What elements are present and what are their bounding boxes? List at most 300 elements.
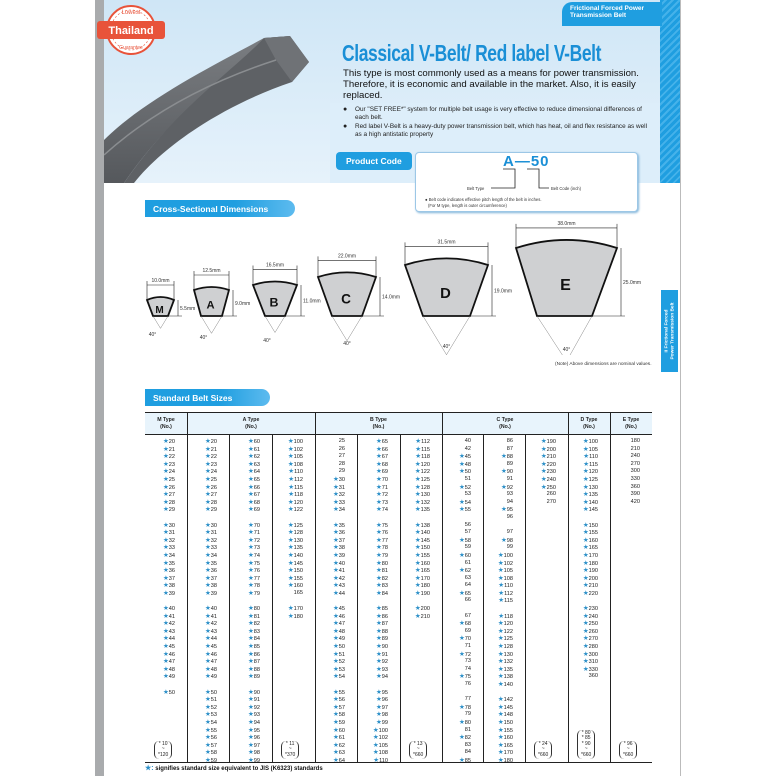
- size-entry: 61: [464, 559, 471, 566]
- size-entry: ★280: [582, 643, 598, 651]
- range-line: ~: [161, 746, 165, 752]
- header-type: E Type: [622, 417, 640, 423]
- code-note: (For M type, length is outer circumference): [428, 203, 507, 208]
- size-entry: ★36: [332, 529, 345, 537]
- belt-sizes-table: [145, 412, 652, 763]
- size-entry: ★135: [497, 665, 513, 673]
- size-entry: ★170: [582, 551, 598, 559]
- size-entry: ★88: [500, 453, 513, 461]
- size-entry: ★49: [204, 673, 217, 681]
- size-entry: ★21: [162, 445, 175, 453]
- size-entry: 25: [338, 438, 345, 444]
- size-entry: ★91: [247, 696, 260, 704]
- size-column: [145, 438, 175, 696]
- size-entry: ★47: [332, 620, 345, 628]
- size-entry: ★120: [582, 468, 598, 476]
- size-range-bracket: [154, 741, 172, 760]
- size-entry: ★57: [332, 703, 345, 711]
- size-entry: ★55: [204, 726, 217, 734]
- size-entry: ★66: [375, 445, 388, 453]
- size-entry: 57: [464, 529, 471, 536]
- page-right-edge: [680, 0, 681, 776]
- range-line: *660: [413, 751, 424, 758]
- size-entry: ★65: [458, 589, 471, 597]
- size-entry: ★105: [582, 445, 598, 453]
- size-entry: ★75: [375, 521, 388, 529]
- size-entry: [145, 681, 175, 689]
- size-entry: ★52: [458, 483, 471, 491]
- bullet-item: ● Red label V-Belt is a heavy-duty power transmission belt, which has heat, oil and flex resistance as well as a high antistatic property: [343, 123, 655, 140]
- size-entry: ★90: [375, 643, 388, 651]
- size-entry: ★28: [162, 498, 175, 506]
- size-entry: ★90: [500, 468, 513, 476]
- size-entry: 51: [464, 475, 471, 482]
- size-entry: ★86: [247, 650, 260, 658]
- size-entry: ★45: [458, 453, 471, 461]
- belt-type-label: Belt Type: [467, 186, 485, 191]
- range-line: *660: [538, 751, 549, 758]
- size-entry: [568, 514, 598, 522]
- size-entry: ★100: [372, 726, 388, 734]
- size-entry: ★160: [582, 536, 598, 544]
- size-entry: ★24: [204, 468, 217, 476]
- size-entry: ★128: [497, 643, 513, 651]
- header-unit: (No.): [583, 424, 595, 430]
- size-entry: ★50: [332, 643, 345, 651]
- size-range-bracket: [577, 730, 595, 760]
- size-entry: ★100: [582, 438, 598, 445]
- width-label: 31.5mm: [437, 239, 456, 246]
- size-entry: 97: [506, 529, 513, 536]
- size-entry: ★145: [497, 703, 513, 711]
- size-entry: ★32: [204, 536, 217, 544]
- side-section-tab: [661, 290, 678, 372]
- size-entry: ★61: [332, 734, 345, 742]
- width-label: 22.0mm: [337, 253, 357, 260]
- size-entry: ★75: [458, 673, 471, 681]
- size-entry: ★310: [582, 658, 598, 666]
- size-entry: ★23: [204, 460, 217, 468]
- size-entry: ★43: [332, 582, 345, 590]
- size-entry: ★155: [287, 574, 303, 582]
- size-entry: ★55: [458, 506, 471, 514]
- size-entry: 66: [464, 597, 471, 604]
- range-line: ~: [626, 746, 630, 752]
- size-entry: ★81: [375, 567, 388, 575]
- header-type: M Type: [157, 417, 175, 423]
- size-entry: ★37: [162, 574, 175, 582]
- size-entry: ★128: [287, 529, 303, 537]
- size-entry: ★150: [414, 544, 430, 552]
- side-tab-line: Power Transmission Belt: [669, 302, 675, 360]
- size-entry: ★170: [287, 605, 303, 613]
- size-entry: ★87: [247, 658, 260, 666]
- size-entry: ★25: [204, 475, 217, 483]
- column-header: [568, 413, 610, 435]
- size-entry: ★57: [204, 741, 217, 749]
- size-entry: 270: [546, 498, 556, 505]
- size-entry: ★105: [287, 453, 303, 461]
- size-entry: ★145: [287, 559, 303, 567]
- size-entry: ★108: [287, 460, 303, 468]
- size-entry: ★77: [247, 574, 260, 582]
- height-label: 9.0mm: [235, 301, 251, 307]
- size-entry: ★80: [375, 559, 388, 567]
- size-entry: ★180: [414, 582, 430, 590]
- category-tab: [562, 2, 662, 26]
- size-entry: ★180: [497, 756, 513, 764]
- size-entry: ★99: [375, 718, 388, 726]
- size-entry: 180: [630, 438, 640, 444]
- size-entry: ★79: [247, 589, 260, 597]
- size-entry: ★122: [287, 506, 303, 514]
- side-tab-text: [664, 302, 675, 359]
- description: This type is most commonly used as a means for power transmission. Therefore, it is economic and available in the market. Also, it is easily replaced.: [343, 68, 639, 101]
- size-entry: ★42: [332, 574, 345, 582]
- size-entry: ★220: [540, 460, 556, 468]
- size-entry: ★60: [247, 438, 260, 445]
- size-entry: ★138: [414, 521, 430, 529]
- size-entry: ★80: [458, 718, 471, 726]
- size-entry: ★130: [497, 650, 513, 658]
- size-entry: 53: [464, 491, 471, 498]
- category-tab-label: Frictional Forced Power Transmission Belt: [570, 5, 645, 19]
- size-entry: 74: [464, 665, 471, 672]
- size-entry: ★140: [497, 681, 513, 688]
- section-cross-sectional: Cross-Sectional Dimensions: [145, 200, 295, 217]
- size-entry: ★115: [415, 445, 430, 453]
- size-entry: ★34: [332, 506, 345, 514]
- header-type: D Type: [580, 417, 598, 423]
- size-entry: ★135: [414, 506, 430, 514]
- size-entry: ★125: [287, 521, 303, 529]
- size-entry: 40: [464, 438, 471, 444]
- size-entry: ★73: [375, 498, 388, 506]
- size-entry: ★132: [414, 498, 430, 506]
- size-entry: ★77: [375, 536, 388, 544]
- size-entry: ★35: [162, 559, 175, 567]
- header-stripe: [660, 0, 680, 183]
- belt-type-letter: C: [341, 291, 351, 307]
- size-entry: ★22: [162, 453, 175, 461]
- size-entry: ★84: [247, 635, 260, 643]
- size-entry: ★88: [375, 627, 388, 635]
- section-standard-sizes: Standard Belt Sizes: [145, 389, 270, 406]
- size-entry: [400, 514, 430, 522]
- size-entry: ★230: [582, 605, 598, 613]
- size-entry: ★112: [288, 475, 303, 483]
- size-entry: ★69: [247, 506, 260, 514]
- size-entry: ★41: [162, 612, 175, 620]
- size-entry: ★122: [414, 468, 430, 476]
- size-entry: ★110: [288, 468, 303, 476]
- size-entry: ★120: [497, 620, 513, 628]
- size-entry: ★118: [415, 453, 430, 461]
- size-entry: ★50: [162, 688, 175, 696]
- size-entry: ★23: [162, 460, 175, 468]
- size-entry: ★29: [162, 506, 175, 514]
- size-entry: ★200: [414, 605, 430, 613]
- range-line: * 80: [581, 729, 591, 736]
- size-entry: ★92: [375, 658, 388, 666]
- size-entry: ★49: [332, 635, 345, 643]
- size-entry: [145, 597, 175, 605]
- header-type: C Type: [496, 417, 514, 423]
- size-entry: [315, 514, 345, 522]
- size-entry: 67: [464, 612, 471, 619]
- size-entry: [483, 605, 513, 613]
- badge-main-text: Thailand: [108, 25, 154, 37]
- header-unit: (No.): [499, 424, 511, 430]
- size-entry: ★38: [162, 582, 175, 590]
- size-entry: ★118: [288, 491, 303, 499]
- size-entry: ★47: [162, 658, 175, 666]
- size-entry: ★145: [414, 536, 430, 544]
- size-entry: 73: [464, 658, 471, 665]
- header-type: B Type: [370, 417, 387, 423]
- size-entry: ★44: [204, 635, 217, 643]
- size-entry: 360: [588, 673, 598, 680]
- size-entry: ★138: [497, 673, 513, 681]
- size-entry: [272, 597, 303, 605]
- size-entry: ★86: [375, 612, 388, 620]
- size-range-bracket: [281, 741, 299, 760]
- belt-type-letter: M: [155, 305, 164, 316]
- angle-label: 40°: [263, 338, 271, 344]
- size-entry: ★39: [204, 589, 217, 597]
- size-entry: ★29: [204, 506, 217, 514]
- size-entry: ★40: [204, 605, 217, 613]
- size-entry: ★63: [247, 460, 260, 468]
- size-entry: 29: [338, 468, 345, 475]
- size-entry: ★28: [204, 498, 217, 506]
- size-entry: ★100: [287, 438, 303, 445]
- size-entry: ★49: [162, 673, 175, 681]
- size-entry: ★92: [500, 483, 513, 491]
- size-entry: ★59: [332, 718, 345, 726]
- size-entry: ★81: [247, 612, 260, 620]
- footnote: ★: signifies standard size equivalent to JIS (K6323) standards: [145, 765, 323, 772]
- range-line: * 85: [581, 735, 591, 741]
- size-entry: ★30: [162, 521, 175, 529]
- range-line: ~: [288, 746, 292, 752]
- size-entry: ★105: [372, 741, 388, 749]
- size-entry: ★240: [540, 475, 556, 483]
- size-entry: ★38: [204, 582, 217, 590]
- size-entry: ★31: [204, 529, 217, 537]
- size-entry: [145, 514, 175, 522]
- size-entry: ★95: [375, 688, 388, 696]
- range-line: * 13: [413, 740, 423, 747]
- size-entry: ★128: [414, 483, 430, 491]
- intro-text: [343, 68, 655, 139]
- badge-top-text: Lowest: [121, 10, 141, 16]
- size-entry: [229, 597, 260, 605]
- size-entry: ★145: [582, 506, 598, 514]
- size-entry: ★80: [247, 605, 260, 613]
- size-entry: 93: [506, 491, 513, 498]
- size-entry: ★37: [332, 536, 345, 544]
- size-entry: ★110: [373, 756, 388, 764]
- size-entry: ★250: [540, 483, 556, 491]
- size-entry: ★46: [332, 612, 345, 620]
- size-entry: ★34: [162, 551, 175, 559]
- width-label: 16.5mm: [265, 262, 285, 269]
- range-line: * 11: [285, 740, 295, 747]
- angle-label: 40°: [442, 344, 451, 350]
- range-line: *120: [158, 751, 169, 758]
- size-entry: [229, 681, 260, 689]
- size-entry: ★44: [332, 589, 345, 597]
- size-entry: ★200: [582, 574, 598, 582]
- size-entry: [400, 597, 430, 605]
- size-entry: ★44: [162, 635, 175, 643]
- size-entry: ★71: [375, 483, 388, 491]
- size-entry: ★250: [582, 620, 598, 628]
- size-entry: ★68: [458, 620, 471, 628]
- size-entry: ★56: [204, 734, 217, 742]
- size-entry: ★48: [204, 665, 217, 673]
- size-entry: 86: [506, 438, 513, 444]
- range-line: ~: [416, 746, 420, 752]
- size-entry: ★26: [204, 483, 217, 491]
- size-entry: ★31: [162, 529, 175, 537]
- size-entry: ★93: [247, 711, 260, 719]
- size-entry: ★50: [204, 688, 217, 696]
- size-entry: ★140: [414, 529, 430, 537]
- size-entry: ★48: [458, 460, 471, 468]
- size-entry: ★83: [375, 582, 388, 590]
- bullet-item: ● Our "SET FREE*" system for multiple belt usage is very effective to reduce dimensional differences of each belt.: [343, 106, 655, 123]
- size-entry: ★135: [287, 544, 303, 552]
- size-entry: ★67: [375, 453, 388, 461]
- size-entry: ★112: [415, 438, 430, 445]
- size-entry: ★130: [287, 536, 303, 544]
- size-entry: 64: [464, 582, 471, 589]
- size-entry: [272, 514, 303, 522]
- size-entry: 300: [630, 468, 640, 475]
- size-entry: ★36: [204, 567, 217, 575]
- size-entry: ★68: [247, 498, 260, 506]
- size-entry: ★180: [287, 612, 303, 620]
- size-entry: ★160: [287, 582, 303, 590]
- size-entry: ★96: [247, 734, 260, 742]
- size-entry: ★85: [247, 643, 260, 651]
- size-entry: ★76: [247, 567, 260, 575]
- size-entry: ★65: [247, 475, 260, 483]
- size-entry: ★150: [287, 567, 303, 575]
- size-entry: 270: [630, 460, 640, 467]
- belt-type-letter: A: [206, 299, 215, 312]
- angle-lines: [153, 316, 168, 328]
- angle-lines: [265, 316, 285, 332]
- size-entry: ★135: [582, 491, 598, 499]
- size-entry: ★33: [204, 544, 217, 552]
- size-column: [187, 438, 217, 765]
- size-entry: [357, 597, 388, 605]
- size-entry: ★21: [204, 445, 217, 453]
- size-entry: ★122: [497, 627, 513, 635]
- code-note: ● Belt code indicates effective pitch length of the belt in inches.: [425, 197, 542, 202]
- size-column: [568, 438, 598, 681]
- size-entry: ★70: [375, 475, 388, 483]
- size-entry: 360: [630, 483, 640, 490]
- size-entry: ★148: [497, 711, 513, 719]
- size-entry: ★125: [582, 475, 598, 483]
- column-header: [315, 413, 442, 435]
- size-entry: ★51: [332, 650, 345, 658]
- size-entry: ★25: [162, 475, 175, 483]
- side-tab-line: II Frictional Forced: [664, 309, 669, 353]
- size-entry: 87: [506, 445, 513, 452]
- size-entry: ★94: [247, 718, 260, 726]
- size-entry: ★98: [375, 711, 388, 719]
- size-entry: ★38: [332, 544, 345, 552]
- size-entry: ★50: [458, 468, 471, 476]
- size-entry: ★89: [247, 673, 260, 681]
- size-entry: ★39: [162, 589, 175, 597]
- column-header: [610, 413, 652, 435]
- size-entry: ★60: [458, 551, 471, 559]
- size-entry: ★43: [162, 627, 175, 635]
- dimensions-note: (Note) Above dimensions are nominal values.: [555, 362, 652, 367]
- size-entry: ★130: [582, 483, 598, 491]
- size-entry: ★67: [247, 491, 260, 499]
- product-code-example: A—50: [503, 153, 550, 170]
- size-entry: ★53: [204, 711, 217, 719]
- size-entry: ★83: [247, 627, 260, 635]
- size-entry: ★150: [582, 521, 598, 529]
- size-entry: ★155: [497, 726, 513, 734]
- height-label: 14.0mm: [382, 294, 401, 301]
- size-entry: ★46: [162, 650, 175, 658]
- size-entry: ★85: [375, 605, 388, 613]
- size-entry: ★48: [162, 665, 175, 673]
- size-entry: ★270: [582, 635, 598, 643]
- size-entry: ★27: [162, 491, 175, 499]
- size-entry: ★115: [583, 460, 598, 468]
- size-entry: ★63: [332, 749, 345, 757]
- size-entry: ★41: [332, 567, 345, 575]
- angle-label: 40°: [343, 341, 351, 347]
- badge-bottom-text: Guarantee: [119, 45, 143, 51]
- size-entry: ★170: [497, 749, 513, 757]
- belt-type-letter: E: [560, 277, 571, 294]
- size-entry: 420: [630, 498, 640, 505]
- size-entry: ★79: [375, 551, 388, 559]
- size-entry: ★42: [162, 620, 175, 628]
- size-entry: [357, 514, 388, 522]
- height-label: 19.0mm: [494, 288, 513, 295]
- size-entry: ★200: [540, 445, 556, 453]
- size-entry: ★76: [375, 529, 388, 537]
- size-entry: [568, 597, 598, 605]
- size-entry: ★97: [375, 703, 388, 711]
- size-entry: ★54: [204, 718, 217, 726]
- size-entry: ★98: [500, 536, 513, 544]
- size-entry: 390: [630, 491, 640, 498]
- size-entry: ★60: [332, 726, 345, 734]
- size-entry: 71: [464, 643, 471, 650]
- page-title: Classical V-Belt/ Red label V-Belt: [342, 40, 602, 66]
- range-line: ~: [584, 746, 588, 752]
- size-entry: ★32: [332, 491, 345, 499]
- size-entry: ★82: [458, 734, 471, 742]
- size-entry: ★132: [497, 658, 513, 666]
- size-entry: ★118: [498, 612, 513, 620]
- size-entry: ★45: [332, 605, 345, 613]
- size-entry: ★62: [458, 567, 471, 575]
